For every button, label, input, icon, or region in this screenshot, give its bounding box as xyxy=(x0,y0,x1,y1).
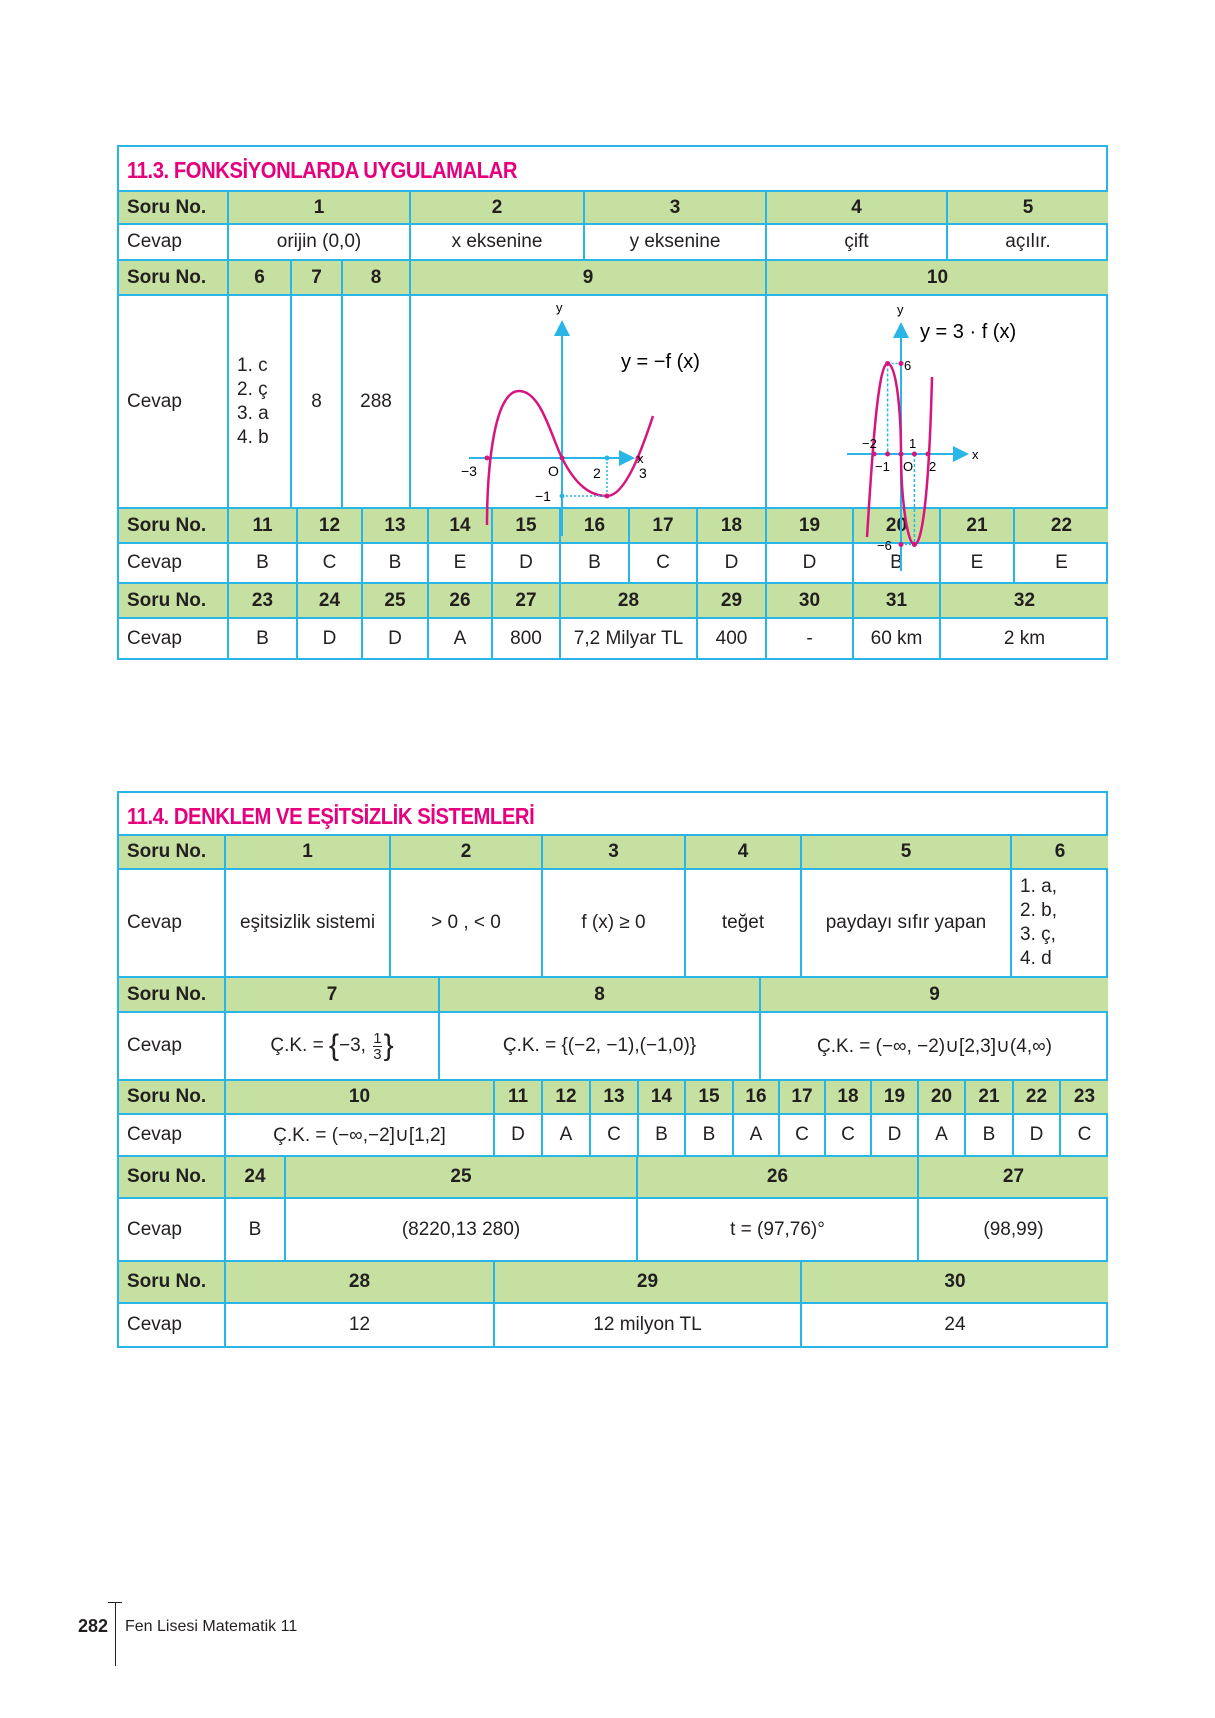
tick: −2 xyxy=(862,436,877,451)
answer-cell: Ç.K. = (−∞, −2)∪[2,3]∪(4,∞) xyxy=(759,1011,1108,1079)
answer-cell: B xyxy=(559,542,628,582)
section-title-text: 11.4. DENKLEM VE EŞİTSİZLİK SİSTEMLERİ xyxy=(127,803,535,829)
question-number-row xyxy=(117,976,1106,1011)
question-number-cell: 24 xyxy=(224,1155,284,1197)
answer-cell: 24 xyxy=(800,1302,1108,1346)
section-title xyxy=(117,145,1106,190)
question-number-cell: 9 xyxy=(409,259,765,294)
question-number-cell: 10 xyxy=(224,1079,493,1113)
answer-cell: 1. c 2. ç 3. a 4. b xyxy=(227,294,290,507)
answer-cell: 288 xyxy=(341,294,409,507)
answer-cell: - xyxy=(765,617,852,658)
tick: 2 xyxy=(929,459,937,474)
answer-cell: B xyxy=(227,542,296,582)
question-number-cell: 7 xyxy=(290,259,341,294)
answer-row xyxy=(117,1302,1106,1346)
graph-label: y = −f (x) xyxy=(621,351,700,373)
question-number-row xyxy=(117,1079,1106,1113)
answer-cell: B xyxy=(637,1113,684,1155)
table-denklem-ve-esitsizlik-sistemleri xyxy=(117,791,1108,1348)
tick: O xyxy=(548,463,559,479)
x-label: x xyxy=(972,447,979,462)
graph-label: y = 3 · f (x) xyxy=(920,321,1017,343)
question-number-cell: 5 xyxy=(946,190,1108,223)
answer-cell: 1. a, 2. b, 3. ç, 4. d xyxy=(1010,868,1108,976)
answer-cell: B xyxy=(852,542,939,582)
question-number-cell: 16 xyxy=(559,507,628,542)
brace: { xyxy=(328,1029,340,1062)
answer-cell: 400 xyxy=(696,617,765,658)
question-number-cell: 30 xyxy=(765,582,852,617)
row-label: Soru No. xyxy=(117,1155,224,1197)
answer-cell: E xyxy=(1013,542,1108,582)
answer-cell: A xyxy=(427,617,491,658)
answer-cell: E xyxy=(939,542,1013,582)
answer-cell: Ç.K. = {(−2, −1),(−1,0)} xyxy=(438,1011,759,1079)
answer-cell: (98,99) xyxy=(917,1197,1108,1260)
tick: O xyxy=(903,459,914,474)
question-number-cell: 29 xyxy=(493,1260,800,1302)
question-number-row xyxy=(117,834,1106,868)
question-number-cell: 13 xyxy=(361,507,427,542)
question-number-cell: 11 xyxy=(493,1079,541,1113)
question-number-cell: 8 xyxy=(341,259,409,294)
question-number-cell: 17 xyxy=(778,1079,824,1113)
answer-cell: C xyxy=(589,1113,637,1155)
question-number-cell: 9 xyxy=(759,976,1108,1011)
question-number-cell: 14 xyxy=(637,1079,684,1113)
answer-cell: x eksenine xyxy=(409,223,583,259)
answer-cell: 7,2 Milyar TL xyxy=(559,617,696,658)
answer-cell: 8 xyxy=(290,294,341,507)
page-number: 282 xyxy=(78,1616,109,1636)
question-number-cell: 13 xyxy=(589,1079,637,1113)
question-number-cell: 15 xyxy=(684,1079,732,1113)
question-number-cell: 1 xyxy=(224,834,389,868)
question-number-cell: 23 xyxy=(227,582,296,617)
tick: −1 xyxy=(535,488,551,504)
answer-row xyxy=(117,1011,1106,1079)
question-number-cell: 22 xyxy=(1013,507,1108,542)
question-number-cell: 30 xyxy=(800,1260,1108,1302)
graph-9 xyxy=(411,296,765,507)
answer-cell: D xyxy=(361,617,427,658)
answer-row xyxy=(117,1197,1106,1260)
question-number-cell: 7 xyxy=(224,976,438,1011)
question-number-cell: 6 xyxy=(227,259,290,294)
question-number-row xyxy=(117,582,1106,617)
question-number-cell: 25 xyxy=(284,1155,636,1197)
tick: −6 xyxy=(877,538,892,553)
book-title: Fen Lisesi Matematik 11 xyxy=(125,1618,298,1635)
graph-9-cell xyxy=(409,294,765,507)
question-number-cell: 21 xyxy=(964,1079,1012,1113)
answer-row xyxy=(117,542,1106,582)
row-label: Soru No. xyxy=(117,976,224,1011)
answer-text: Ç.K. = xyxy=(270,1035,329,1056)
question-number-cell: 8 xyxy=(438,976,759,1011)
row-label: Soru No. xyxy=(117,190,227,223)
y-label: y xyxy=(556,300,563,315)
question-number-cell: 1 xyxy=(227,190,409,223)
question-number-cell: 28 xyxy=(559,582,696,617)
question-number-cell: 21 xyxy=(939,507,1013,542)
answer-cell: D xyxy=(765,542,852,582)
question-number-cell: 27 xyxy=(491,582,559,617)
answer-cell: 60 km xyxy=(852,617,939,658)
answer-cell: C xyxy=(1059,1113,1108,1155)
answer-cell: 12 xyxy=(224,1302,493,1346)
answer-cell: Ç.K. = (−∞,−2]∪[1,2] xyxy=(224,1113,493,1155)
question-number-row xyxy=(117,1260,1106,1302)
answer-cell: D xyxy=(1012,1113,1059,1155)
footer-divider-tick xyxy=(108,1602,122,1603)
tick: 1 xyxy=(909,436,917,451)
row-label: Soru No. xyxy=(117,507,227,542)
brace: } xyxy=(383,1029,394,1062)
answer-cell: 800 xyxy=(491,617,559,658)
row-label: Cevap xyxy=(117,617,227,658)
question-number-cell: 27 xyxy=(917,1155,1108,1197)
question-number-cell: 24 xyxy=(296,582,361,617)
answer-cell: eşitsizlik sistemi xyxy=(224,868,389,976)
answer-cell: 12 milyon TL xyxy=(493,1302,800,1346)
question-number-cell: 16 xyxy=(732,1079,778,1113)
tick: −1 xyxy=(875,459,890,474)
question-number-cell: 28 xyxy=(224,1260,493,1302)
answer-cell: E xyxy=(427,542,491,582)
answer-cell: D xyxy=(491,542,559,582)
answer-cell: (8220,13 280) xyxy=(284,1197,636,1260)
question-number-cell: 18 xyxy=(824,1079,870,1113)
answer-cell: C xyxy=(824,1113,870,1155)
question-number-cell: 26 xyxy=(427,582,491,617)
answer-row xyxy=(117,617,1106,658)
question-number-cell: 2 xyxy=(409,190,583,223)
numerator: 1 xyxy=(373,1029,382,1047)
answer-cell: f (x) ≥ 0 xyxy=(541,868,684,976)
answer-cell: A xyxy=(732,1113,778,1155)
question-number-cell: 4 xyxy=(684,834,800,868)
question-number-cell: 20 xyxy=(917,1079,964,1113)
row-label: Soru No. xyxy=(117,259,227,294)
row-label: Cevap xyxy=(117,1113,224,1155)
tick: 3 xyxy=(639,465,647,481)
answer-cell: D xyxy=(696,542,765,582)
question-number-cell: 6 xyxy=(1010,834,1108,868)
tick: 6 xyxy=(904,358,912,373)
tick: 2 xyxy=(593,465,601,481)
answer-cell: 2 km xyxy=(939,617,1108,658)
question-number-cell: 12 xyxy=(541,1079,589,1113)
row-label: Cevap xyxy=(117,294,227,507)
question-number-cell: 25 xyxy=(361,582,427,617)
tick: −3 xyxy=(461,463,477,479)
question-number-cell: 32 xyxy=(939,582,1108,617)
question-number-cell: 10 xyxy=(765,259,1108,294)
question-number-cell: 3 xyxy=(583,190,765,223)
row-label: Cevap xyxy=(117,542,227,582)
question-number-cell: 18 xyxy=(696,507,765,542)
answer-cell: A xyxy=(541,1113,589,1155)
row-label: Cevap xyxy=(117,1011,224,1079)
answer-cell: C xyxy=(296,542,361,582)
answer-cell: D xyxy=(870,1113,917,1155)
answer-cell: t = (97,76)° xyxy=(636,1197,917,1260)
question-number-cell: 22 xyxy=(1012,1079,1059,1113)
answer-cell: B xyxy=(964,1113,1012,1155)
question-number-cell: 11 xyxy=(227,507,296,542)
question-number-cell: 4 xyxy=(765,190,946,223)
row-label: Cevap xyxy=(117,223,227,259)
question-number-row xyxy=(117,259,1106,294)
answer-text: −3, xyxy=(339,1035,372,1056)
row-label: Soru No. xyxy=(117,1260,224,1302)
question-number-row xyxy=(117,190,1106,223)
question-number-cell: 26 xyxy=(636,1155,917,1197)
answer-cell: B xyxy=(224,1197,284,1260)
answer-cell: y eksenine xyxy=(583,223,765,259)
section-title xyxy=(117,791,1106,834)
answer-cell: B xyxy=(227,617,296,658)
answer-cell xyxy=(224,1011,438,1079)
question-number-cell: 19 xyxy=(765,507,852,542)
fraction xyxy=(373,1031,381,1062)
answer-cell: açılır. xyxy=(946,223,1108,259)
table-fonksiyonlarda-uygulamalar xyxy=(117,145,1108,660)
question-number-cell: 14 xyxy=(427,507,491,542)
question-number-row xyxy=(117,1155,1106,1197)
section-title-text: 11.3. FONKSİYONLARDA UYGULAMALAR xyxy=(127,157,518,183)
answer-cell: paydayı sıfır yapan xyxy=(800,868,1010,976)
answer-cell: B xyxy=(684,1113,732,1155)
footer-divider xyxy=(115,1602,116,1666)
denominator: 3 xyxy=(373,1045,382,1063)
question-number-cell: 12 xyxy=(296,507,361,542)
answer-row xyxy=(117,223,1106,259)
question-number-cell: 31 xyxy=(852,582,939,617)
answer-cell: çift xyxy=(765,223,946,259)
y-label: y xyxy=(897,302,904,317)
row-label: Cevap xyxy=(117,1197,224,1260)
row-label: Cevap xyxy=(117,1302,224,1346)
answer-row xyxy=(117,868,1106,976)
answer-cell: > 0 , < 0 xyxy=(389,868,541,976)
answer-cell: D xyxy=(296,617,361,658)
answer-cell: A xyxy=(917,1113,964,1155)
answer-cell: orijin (0,0) xyxy=(227,223,409,259)
question-number-cell: 23 xyxy=(1059,1079,1108,1113)
question-number-cell: 15 xyxy=(491,507,559,542)
row-label: Soru No. xyxy=(117,834,224,868)
question-number-row xyxy=(117,507,1106,542)
row-label: Cevap xyxy=(117,868,224,976)
answer-row xyxy=(117,1113,1106,1155)
answer-cell: D xyxy=(493,1113,541,1155)
question-number-cell: 29 xyxy=(696,582,765,617)
question-number-cell: 3 xyxy=(541,834,684,868)
question-number-cell: 17 xyxy=(628,507,696,542)
answer-cell: C xyxy=(628,542,696,582)
x-label: x xyxy=(637,451,644,466)
answer-cell: teğet xyxy=(684,868,800,976)
question-number-cell: 2 xyxy=(389,834,541,868)
row-label: Soru No. xyxy=(117,582,227,617)
row-label: Soru No. xyxy=(117,1079,224,1113)
question-number-cell: 19 xyxy=(870,1079,917,1113)
question-number-cell: 20 xyxy=(852,507,939,542)
answer-cell: C xyxy=(778,1113,824,1155)
question-number-cell: 5 xyxy=(800,834,1010,868)
answer-cell: B xyxy=(361,542,427,582)
